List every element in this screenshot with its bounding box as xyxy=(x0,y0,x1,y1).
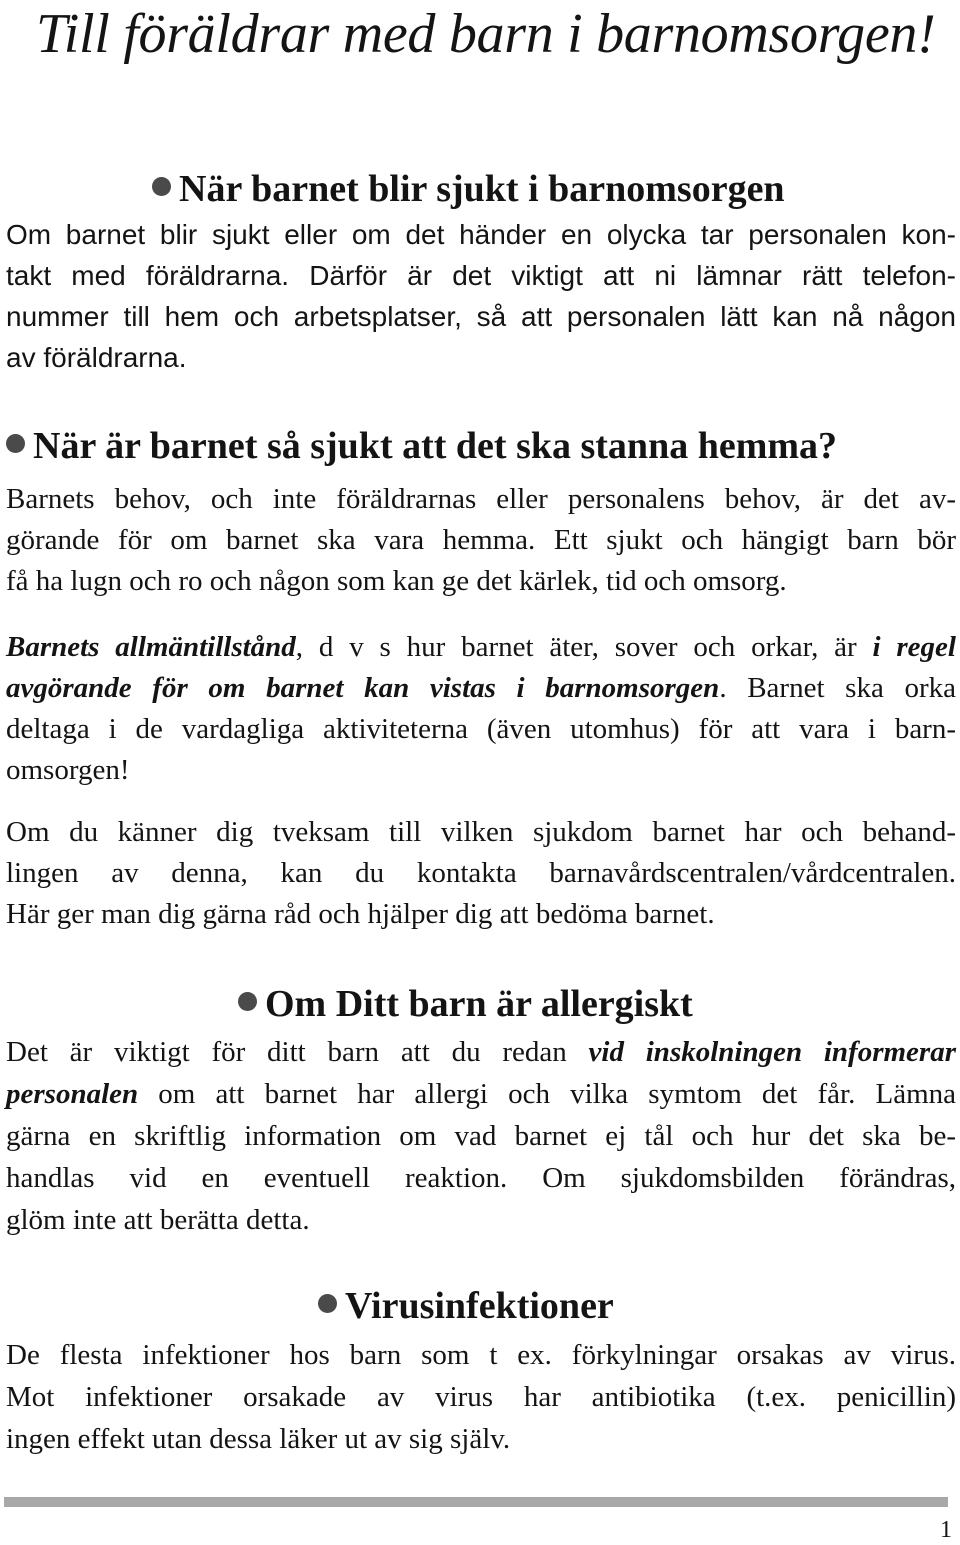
emphasis-text: personalen xyxy=(6,1078,139,1110)
emphasis-text: avgörande för om barnet kan vistas i barnomsorgen xyxy=(6,672,720,704)
text-line xyxy=(6,1073,956,1115)
paragraph-unsure-contact xyxy=(6,812,956,935)
bullet-icon xyxy=(152,177,171,196)
page-number: 1 xyxy=(940,1517,952,1543)
section-heading-sick-in-daycare xyxy=(152,167,785,211)
body-text: , d v s hur barnet äter, sover och orkar, är xyxy=(295,631,873,663)
paragraph-allergy xyxy=(6,1031,956,1241)
text-line: görande för om barnet ska vara hemma. Ett sjukt och hängigt barn bör xyxy=(6,524,956,556)
text-line: nummer till hem och arbetsplatser, så att personalen lätt kan nå någon xyxy=(6,301,956,332)
text-line: lingen av denna, kan du kontakta barnavårdscentralen/vårdcentralen. xyxy=(6,857,956,889)
text-line xyxy=(6,668,956,709)
text-line: ingen effekt utan dessa läker ut av sig själv. xyxy=(6,1423,511,1455)
section-heading-virus-infections xyxy=(318,1284,614,1328)
heading-text: Virusinfektioner xyxy=(345,1285,614,1327)
text-line xyxy=(6,627,956,668)
body-text: . Barnet ska orka xyxy=(719,672,956,704)
text-line: få ha lugn och ro och någon som kan ge det kärlek, tid och omsorg. xyxy=(6,565,787,597)
bullet-icon xyxy=(318,1294,337,1313)
text-line: De flesta infektioner hos barn som t ex. förkylningar orsakas av virus. xyxy=(6,1339,956,1371)
text-line xyxy=(6,1031,956,1073)
footer-divider xyxy=(4,1497,948,1507)
paragraph-childs-needs xyxy=(6,479,956,602)
text-line: Barnets behov, och inte föräldrarnas eller personalens behov, är det av- xyxy=(6,483,956,515)
section-heading-when-stay-home xyxy=(6,424,837,468)
emphasis-text: vid inskolningen informerar xyxy=(588,1036,957,1068)
text-line: av föräldrarna. xyxy=(6,342,187,373)
text-line: Om barnet blir sjukt eller om det händer en olycka tar personalen kon- xyxy=(6,219,956,250)
text-line: takt med föräldrarna. Därför är det viktigt att ni lämnar rätt telefon- xyxy=(6,260,956,291)
text-line: omsorgen! xyxy=(6,754,130,786)
text-line: Här ger man dig gärna råd och hjälper dig att bedöma barnet. xyxy=(6,898,715,930)
heading-text: Om Ditt barn är allergiskt xyxy=(265,983,693,1025)
paragraph-general-condition xyxy=(6,627,956,791)
page-title: Till föräldrar med barn i barnomsorgen! xyxy=(36,3,936,65)
bullet-icon xyxy=(6,434,25,453)
heading-text: När barnet blir sjukt i barnomsorgen xyxy=(179,168,785,210)
text-line: Om du känner dig tveksam till vilken sjukdom barnet har och behand- xyxy=(6,816,956,848)
heading-text: När är barnet så sjukt att det ska stanna hemma? xyxy=(33,425,838,467)
body-text: Det är viktigt för ditt barn att du redan xyxy=(6,1036,589,1068)
text-line: glöm inte att berätta detta. xyxy=(6,1204,310,1236)
text-line: gärna en skriftlig information om vad barnet ej tål och hur det ska be- xyxy=(6,1120,956,1152)
emphasis-text: Barnets allmäntillstånd xyxy=(6,631,296,663)
paragraph-sick-in-daycare xyxy=(6,214,956,378)
emphasis-text: i regel xyxy=(872,631,956,663)
bullet-icon xyxy=(238,992,257,1011)
text-line: deltaga i de vardagliga aktiviteterna (även utomhus) för att vara i barn- xyxy=(6,713,956,745)
text-line: handlas vid en eventuell reaktion. Om sjukdomsbilden förändras, xyxy=(6,1162,956,1194)
body-text: om att barnet har allergi och vilka symtom det får. Lämna xyxy=(138,1078,956,1110)
paragraph-virus-infections xyxy=(6,1334,956,1460)
text-line: Mot infektioner orsakade av virus har antibiotika (t.ex. penicillin) xyxy=(6,1381,956,1413)
section-heading-allergy xyxy=(238,982,693,1026)
